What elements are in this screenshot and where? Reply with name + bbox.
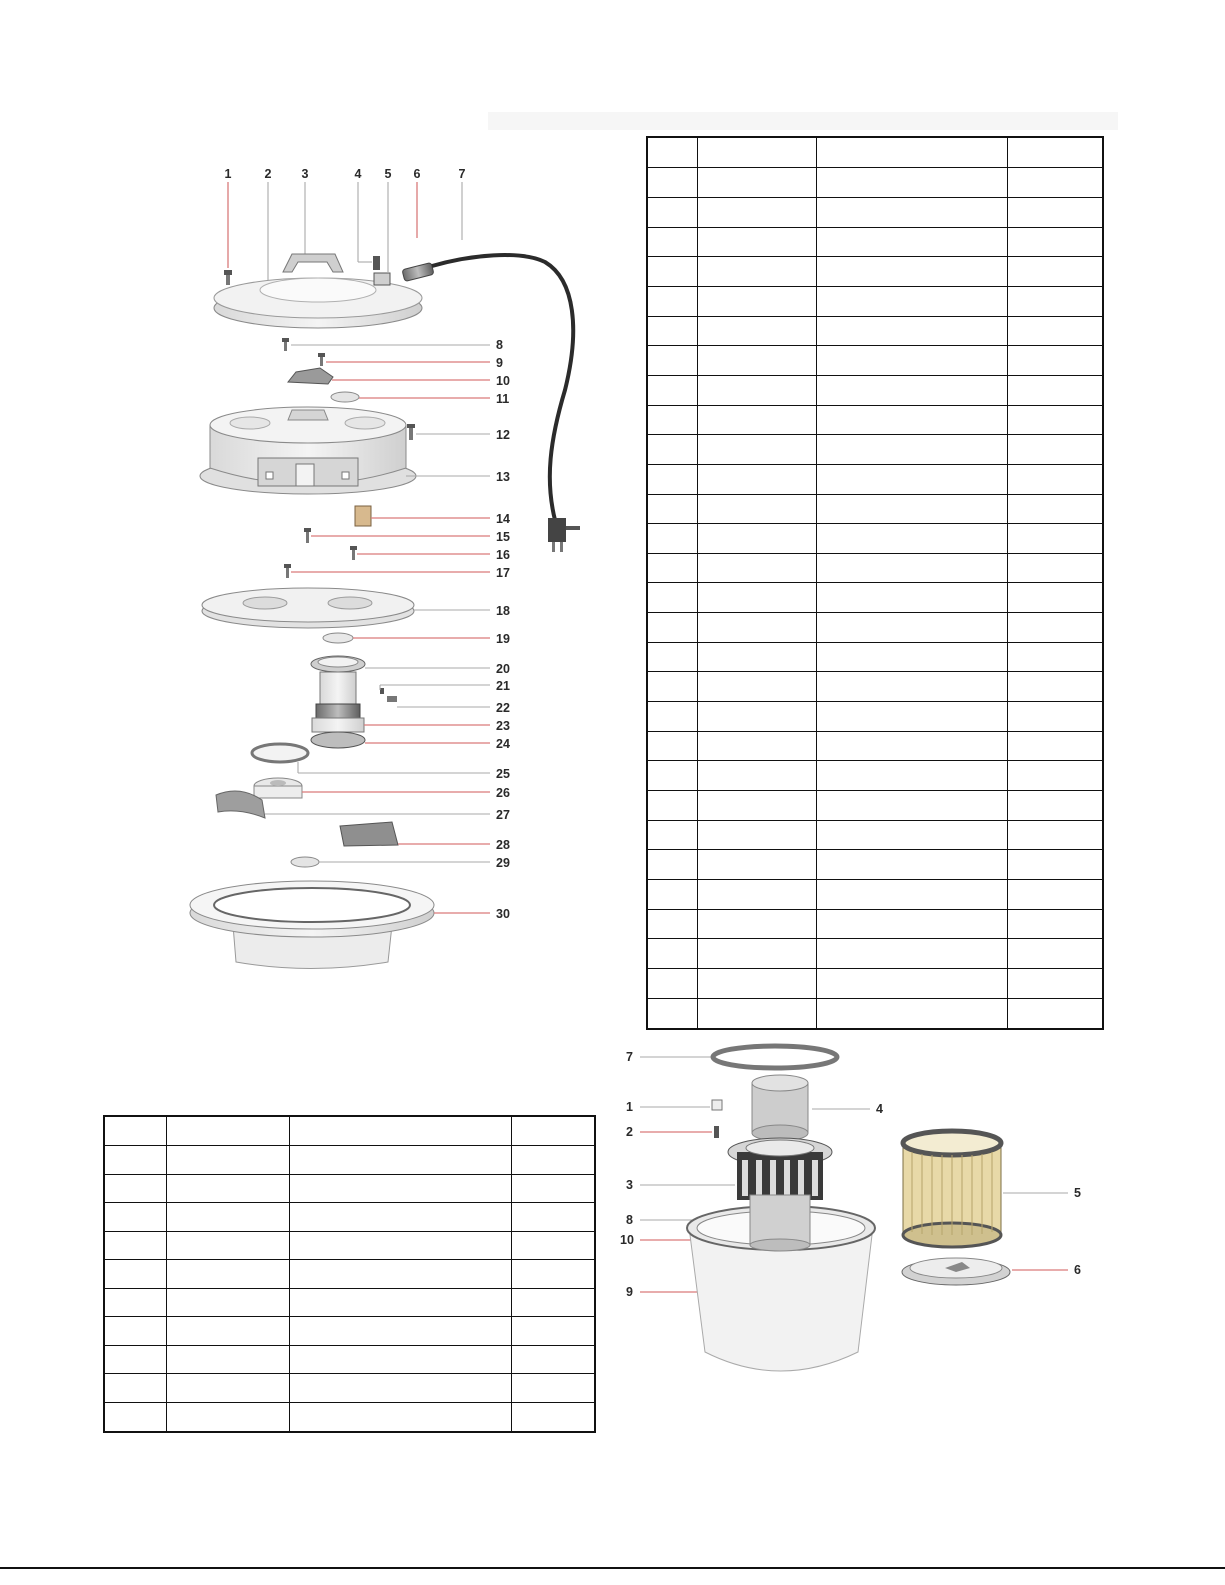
table-cell: [697, 316, 816, 346]
table-row: [647, 672, 1103, 702]
table-row: [104, 1260, 595, 1289]
table-cell: [289, 1317, 511, 1346]
table-cell: [1007, 524, 1103, 554]
table-row: [647, 998, 1103, 1029]
table-cell: [816, 464, 1007, 494]
table-cell: [104, 1288, 166, 1317]
table-cell: [166, 1260, 289, 1289]
table-cell: [1007, 909, 1103, 939]
table-cell: [104, 1203, 166, 1232]
callout-upper-27: 27: [496, 808, 510, 822]
table-row: [104, 1345, 595, 1374]
table-row: [647, 137, 1103, 168]
table-row: [104, 1231, 595, 1260]
table-cell: [697, 197, 816, 227]
table-cell: [816, 553, 1007, 583]
table-cell: [166, 1288, 289, 1317]
table-cell: [1007, 672, 1103, 702]
table-row: [647, 553, 1103, 583]
callout-upper-21: 21: [496, 679, 510, 693]
table-cell: [647, 969, 697, 999]
table-cell: [816, 316, 1007, 346]
table-cell: [1007, 168, 1103, 198]
table-cell: [647, 672, 697, 702]
table-cell: [511, 1116, 595, 1146]
table-cell: [816, 791, 1007, 821]
table-row: [104, 1203, 595, 1232]
table-row: [647, 375, 1103, 405]
table-cell: [816, 405, 1007, 435]
table-cell: [104, 1402, 166, 1432]
table-cell: [647, 820, 697, 850]
table-cell: [1007, 137, 1103, 168]
callout-lower-3: 3: [626, 1178, 633, 1192]
table-row: [647, 316, 1103, 346]
table-cell: [166, 1231, 289, 1260]
table-cell: [104, 1174, 166, 1203]
table-cell: [104, 1345, 166, 1374]
callout-upper-2: 2: [264, 167, 272, 181]
table-cell: [697, 435, 816, 465]
table-row: [647, 168, 1103, 198]
table-row: [647, 613, 1103, 643]
table-cell: [816, 583, 1007, 613]
table-cell: [166, 1174, 289, 1203]
table-cell: [697, 850, 816, 880]
table-cell: [647, 197, 697, 227]
table-cell: [511, 1317, 595, 1346]
table-cell: [1007, 998, 1103, 1029]
table-cell: [1007, 791, 1103, 821]
table-row: [104, 1288, 595, 1317]
callout-upper-30: 30: [496, 907, 510, 921]
table-cell: [816, 197, 1007, 227]
table-row: [104, 1402, 595, 1432]
table-cell: [697, 939, 816, 969]
table-row: [647, 494, 1103, 524]
table-cell: [697, 702, 816, 732]
callout-upper-4: 4: [354, 167, 362, 181]
table-cell: [816, 998, 1007, 1029]
table-cell: [816, 939, 1007, 969]
table-row: [647, 286, 1103, 316]
table-cell: [511, 1374, 595, 1403]
table-cell: [816, 642, 1007, 672]
table-row: [647, 197, 1103, 227]
table-cell: [697, 464, 816, 494]
table-row: [647, 642, 1103, 672]
table-cell: [697, 227, 816, 257]
callout-lower-7: 7: [626, 1050, 633, 1064]
table-row: [104, 1317, 595, 1346]
table-cell: [511, 1345, 595, 1374]
table-cell: [697, 909, 816, 939]
table-cell: [816, 969, 1007, 999]
table-cell: [697, 137, 816, 168]
table-cell: [816, 227, 1007, 257]
table-cell: [697, 731, 816, 761]
table-cell: [697, 791, 816, 821]
table-cell: [511, 1146, 595, 1175]
table-cell: [1007, 464, 1103, 494]
table-cell: [166, 1116, 289, 1146]
table-row: [647, 702, 1103, 732]
table-cell: [104, 1231, 166, 1260]
table-cell: [697, 820, 816, 850]
table-cell: [647, 761, 697, 791]
table-cell: [647, 168, 697, 198]
table-cell: [647, 850, 697, 880]
table-cell: [816, 286, 1007, 316]
callout-upper-19: 19: [496, 632, 510, 646]
table-cell: [511, 1260, 595, 1289]
table-row: [647, 909, 1103, 939]
table-row: [647, 257, 1103, 287]
table-cell: [289, 1374, 511, 1403]
callout-lower-10: 10: [620, 1233, 634, 1247]
table-row: [647, 939, 1103, 969]
table-cell: [816, 702, 1007, 732]
table-cell: [647, 137, 697, 168]
table-cell: [697, 672, 816, 702]
table-cell: [166, 1374, 289, 1403]
callout-upper-5: 5: [384, 167, 392, 181]
footer-rule: [0, 1567, 1225, 1569]
table-cell: [166, 1203, 289, 1232]
table-cell: [1007, 257, 1103, 287]
table-cell: [1007, 583, 1103, 613]
table-cell: [697, 494, 816, 524]
callout-upper-28: 28: [496, 838, 510, 852]
callout-upper-15: 15: [496, 530, 510, 544]
table-cell: [647, 227, 697, 257]
table-cell: [104, 1116, 166, 1146]
table-cell: [166, 1402, 289, 1432]
table-cell: [1007, 346, 1103, 376]
table-row: [647, 969, 1103, 999]
table-cell: [647, 346, 697, 376]
table-cell: [1007, 227, 1103, 257]
table-cell: [104, 1260, 166, 1289]
table-cell: [697, 346, 816, 376]
table-row: [647, 346, 1103, 376]
table-cell: [1007, 642, 1103, 672]
table-cell: [289, 1402, 511, 1432]
table-row: [647, 820, 1103, 850]
callout-lower-2: 2: [626, 1125, 633, 1139]
table-cell: [697, 257, 816, 287]
table-cell: [647, 583, 697, 613]
callout-upper-13: 13: [496, 470, 510, 484]
table-cell: [697, 286, 816, 316]
table-cell: [289, 1116, 511, 1146]
table-cell: [697, 642, 816, 672]
table-cell: [816, 257, 1007, 287]
callout-upper-25: 25: [496, 767, 510, 781]
callout-lower-1: 1: [626, 1100, 633, 1114]
table-cell: [816, 850, 1007, 880]
table-cell: [511, 1402, 595, 1432]
table-row: [647, 464, 1103, 494]
callout-lower-9: 9: [626, 1285, 633, 1299]
callout-upper-7: 7: [458, 167, 466, 181]
table-cell: [1007, 969, 1103, 999]
callout-upper-12: 12: [496, 428, 510, 442]
table-cell: [289, 1174, 511, 1203]
table-cell: [1007, 939, 1103, 969]
callout-lower-4: 4: [876, 1102, 883, 1116]
table-cell: [697, 168, 816, 198]
table-cell: [697, 761, 816, 791]
callout-lower-5: 5: [1074, 1186, 1081, 1200]
callout-upper-10: 10: [496, 374, 510, 388]
table-cell: [1007, 880, 1103, 910]
table-row: [647, 227, 1103, 257]
table-cell: [289, 1146, 511, 1175]
table-cell: [816, 761, 1007, 791]
table-cell: [1007, 702, 1103, 732]
table-cell: [816, 731, 1007, 761]
table-cell: [1007, 197, 1103, 227]
table-cell: [697, 998, 816, 1029]
callout-lower-6: 6: [1074, 1263, 1081, 1277]
table-cell: [1007, 286, 1103, 316]
table-cell: [1007, 375, 1103, 405]
table-cell: [289, 1231, 511, 1260]
table-row: [647, 880, 1103, 910]
table-cell: [647, 702, 697, 732]
table-cell: [166, 1317, 289, 1346]
callout-upper-14: 14: [496, 512, 510, 526]
table-row: [647, 761, 1103, 791]
table-cell: [647, 998, 697, 1029]
table-cell: [166, 1146, 289, 1175]
callout-upper-11: 11: [496, 392, 510, 406]
table-cell: [647, 553, 697, 583]
table-row: [104, 1116, 595, 1146]
callout-upper-20: 20: [496, 662, 510, 676]
callout-upper-24: 24: [496, 737, 510, 751]
table-cell: [647, 316, 697, 346]
table-row: [647, 405, 1103, 435]
table-cell: [511, 1231, 595, 1260]
table-cell: [1007, 731, 1103, 761]
table-row: [647, 583, 1103, 613]
table-cell: [697, 405, 816, 435]
table-cell: [647, 494, 697, 524]
callout-upper-8: 8: [496, 338, 503, 352]
table-cell: [166, 1345, 289, 1374]
callout-upper-3: 3: [301, 167, 309, 181]
callout-upper-17: 17: [496, 566, 510, 580]
table-cell: [289, 1288, 511, 1317]
table-cell: [289, 1203, 511, 1232]
table-cell: [647, 880, 697, 910]
table-cell: [1007, 435, 1103, 465]
table-cell: [816, 494, 1007, 524]
table-cell: [697, 613, 816, 643]
callout-upper-6: 6: [413, 167, 421, 181]
table-cell: [289, 1345, 511, 1374]
table-cell: [697, 583, 816, 613]
table-cell: [647, 939, 697, 969]
table-cell: [816, 435, 1007, 465]
table-cell: [1007, 613, 1103, 643]
table-cell: [647, 524, 697, 554]
table-cell: [816, 672, 1007, 702]
callout-upper-18: 18: [496, 604, 510, 618]
table-row: [647, 524, 1103, 554]
table-cell: [647, 286, 697, 316]
table-row: [104, 1174, 595, 1203]
table-cell: [1007, 553, 1103, 583]
lower-parts-table: [103, 1115, 596, 1433]
table-cell: [647, 791, 697, 821]
table-cell: [816, 820, 1007, 850]
table-cell: [697, 375, 816, 405]
table-cell: [1007, 850, 1103, 880]
table-cell: [511, 1288, 595, 1317]
table-row: [647, 435, 1103, 465]
table-cell: [104, 1317, 166, 1346]
table-cell: [511, 1174, 595, 1203]
table-cell: [816, 613, 1007, 643]
table-cell: [1007, 761, 1103, 791]
table-cell: [647, 257, 697, 287]
callout-upper-23: 23: [496, 719, 510, 733]
table-cell: [1007, 494, 1103, 524]
callout-upper-16: 16: [496, 548, 510, 562]
table-cell: [647, 435, 697, 465]
table-cell: [816, 880, 1007, 910]
table-row: [647, 791, 1103, 821]
table-cell: [816, 375, 1007, 405]
table-cell: [1007, 820, 1103, 850]
table-row: [104, 1374, 595, 1403]
table-cell: [647, 642, 697, 672]
table-cell: [1007, 405, 1103, 435]
table-row: [104, 1146, 595, 1175]
table-row: [647, 731, 1103, 761]
table-row: [647, 850, 1103, 880]
table-cell: [816, 168, 1007, 198]
callout-lower-8: 8: [626, 1213, 633, 1227]
table-cell: [697, 880, 816, 910]
table-cell: [104, 1374, 166, 1403]
table-cell: [511, 1203, 595, 1232]
table-cell: [647, 405, 697, 435]
table-cell: [697, 524, 816, 554]
callout-upper-22: 22: [496, 701, 510, 715]
table-cell: [647, 375, 697, 405]
table-cell: [104, 1146, 166, 1175]
table-cell: [1007, 316, 1103, 346]
callout-upper-1: 1: [224, 167, 232, 181]
callout-upper-29: 29: [496, 856, 510, 870]
table-cell: [647, 909, 697, 939]
table-cell: [816, 137, 1007, 168]
table-cell: [816, 909, 1007, 939]
callout-upper-9: 9: [496, 356, 503, 370]
table-cell: [647, 731, 697, 761]
callout-upper-26: 26: [496, 786, 510, 800]
table-cell: [647, 464, 697, 494]
table-cell: [697, 553, 816, 583]
upper-parts-table: [646, 136, 1104, 1030]
table-cell: [816, 524, 1007, 554]
table-cell: [289, 1260, 511, 1289]
table-cell: [647, 613, 697, 643]
table-cell: [697, 969, 816, 999]
table-cell: [816, 346, 1007, 376]
